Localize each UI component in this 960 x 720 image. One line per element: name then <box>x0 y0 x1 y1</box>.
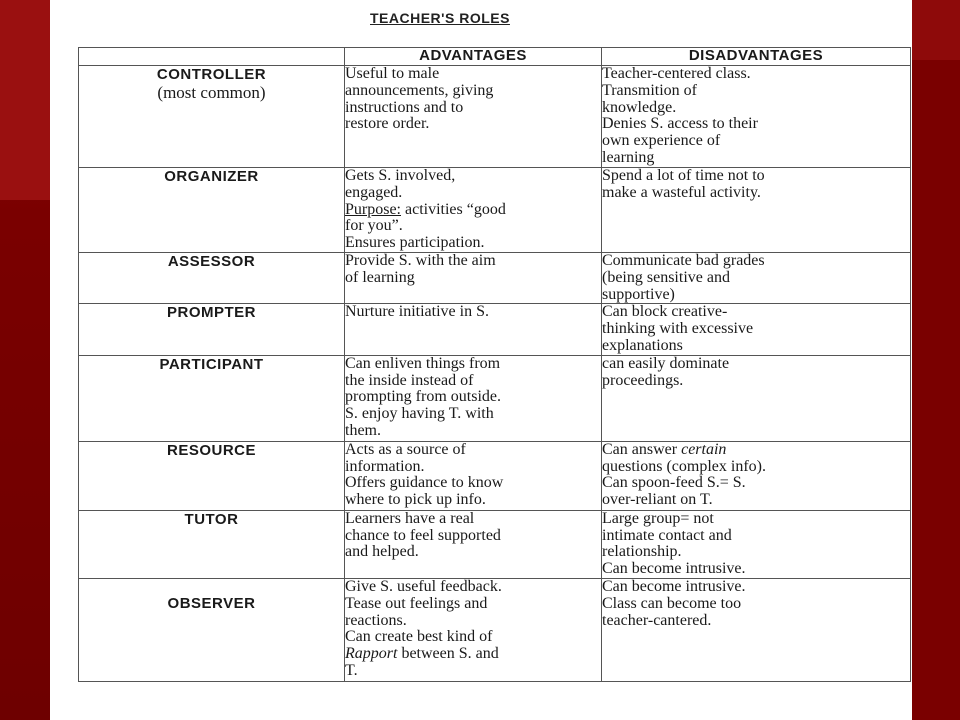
role-cell <box>79 355 345 441</box>
slide-page <box>50 0 912 720</box>
disadvantages-cell: Can block creative- thinking with excessive explanations <box>602 304 911 355</box>
advantages-cell: Learners have a real chance to feel supported and helped. <box>345 510 602 578</box>
advantages-cell: Gets S. involved, engaged. Purpose: activities “good for you”. Ensures participation. <box>345 168 602 253</box>
role-cell <box>79 253 345 304</box>
table-row <box>79 304 911 355</box>
roles-table <box>78 47 911 682</box>
document-title: TEACHER'S ROLES <box>370 10 510 26</box>
table-row <box>79 168 911 253</box>
role-cell <box>79 441 345 510</box>
right-frame <box>912 0 960 720</box>
disadvantages-cell: Spend a lot of time not to make a wasteful activity. <box>602 168 911 253</box>
role-name: OBSERVER <box>167 594 256 612</box>
purpose-label: Purpose: <box>345 200 401 218</box>
left-frame-band <box>0 0 50 200</box>
left-frame <box>0 0 50 720</box>
emphasis-rapport: Rapport <box>345 645 398 663</box>
header-row <box>79 48 911 66</box>
advantages-cell: Provide S. with the aim of learning <box>345 253 602 304</box>
column-header-advantages: ADVANTAGES <box>345 48 602 66</box>
role-cell <box>79 168 345 253</box>
disadvantages-cell: Teacher-centered class. Transmition of knowledge. Denies S. access to their own experience of learning <box>602 66 911 168</box>
role-cell <box>79 578 345 681</box>
disadvantages-cell: Can answer certain questions (complex info). Can spoon-feed S.= S. over-reliant on T. <box>602 441 911 510</box>
role-cell <box>79 304 345 355</box>
table-row <box>79 441 911 510</box>
advantages-cell: Can enliven things from the inside instead of prompting from outside. S. enjoy having T. with them. <box>345 355 602 441</box>
role-name: ASSESSOR <box>167 253 256 270</box>
advantages-cell: Give S. useful feedback. Tease out feelings and reactions. Can create best kind of Rapport between S. and T. <box>345 578 602 681</box>
advantages-cell: Useful to male announcements, giving instructions and to restore order. <box>345 66 602 168</box>
table-row <box>79 253 911 304</box>
column-header-disadvantages: DISADVANTAGES <box>602 48 911 66</box>
emphasis-certain: certain <box>681 441 727 458</box>
role-name: RESOURCE <box>166 441 256 459</box>
role-name: ORGANIZER <box>164 168 259 185</box>
disadvantages-cell: can easily dominate proceedings. <box>602 355 911 441</box>
table-row <box>79 66 911 168</box>
role-name: PROMPTER <box>166 304 256 322</box>
role-name: TUTOR <box>184 510 239 528</box>
table-row <box>79 510 911 578</box>
disadvantages-cell: Large group= not intimate contact and relationship. Can become intrusive. <box>602 510 911 578</box>
role-cell <box>79 510 345 578</box>
advantages-cell: Nurture initiative in S. <box>345 304 602 355</box>
table-row <box>79 578 911 681</box>
role-name: CONTROLLER <box>156 66 267 83</box>
table-row <box>79 355 911 441</box>
right-frame-band <box>912 0 960 60</box>
role-cell <box>79 66 345 168</box>
corner-cell <box>79 48 345 66</box>
disadvantages-cell: Can become intrusive. Class can become too teacher-cantered. <box>602 578 911 681</box>
role-subtitle: (most common) <box>157 83 266 102</box>
advantages-cell: Acts as a source of information. Offers guidance to know where to pick up info. <box>345 441 602 510</box>
disadvantages-cell: Communicate bad grades (being sensitive and supportive) <box>602 253 911 304</box>
role-name: PARTICIPANT <box>159 355 264 373</box>
